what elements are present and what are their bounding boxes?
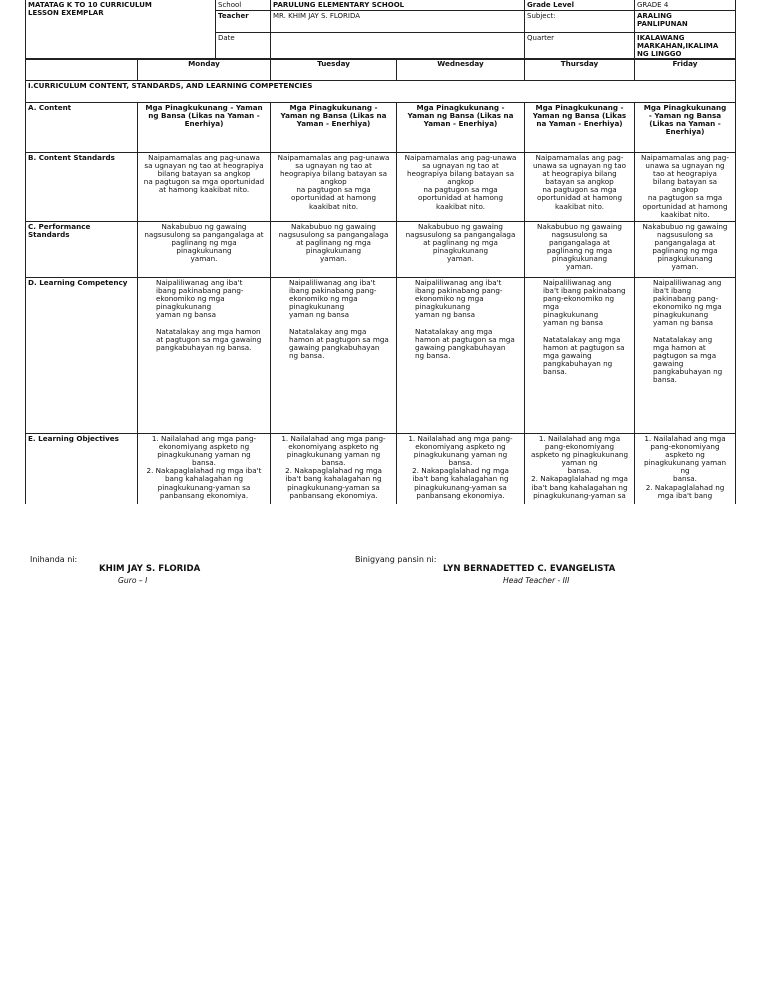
document-title: MATATAG K TO 10 CURRICULUM LESSON EXEMPLAR [26,0,216,60]
content-wednesday: Mga Pinagkukunang - Yaman ng Bansa (Likas na Yaman - Enerhiya) [397,103,525,153]
learning-objectives-wednesday: 1. Nailalahad ang mga pang- ekonomiyang aspketo ng pinagkukunang yaman ng bansa. 2. Nakapaglalahad ng mga iba't bang kahalagahan ng pinagkukunang-yaman sa panbansang ekonomiya. [397,434,525,504]
performance-standards-wednesday: Nakabubuo ng gawaing nagsusulong sa pangangalaga at paglinang ng mga pinagkukunang yaman. [397,222,525,278]
school-label: School [216,0,271,11]
date-label: Date [216,33,271,60]
day-header-thursday: Thursday [525,59,635,81]
performance-standards-thursday: Nakabubuo ng gawaing nagsusulong sa pangangalaga at paglinang ng mga pinagkukunang yaman. [525,222,635,278]
learning-competency-friday: Naipaliliwanag ang iba't ibang pakinabang pang- ekonomiko ng mga pinagkukunang yaman ng bansa Natatalakay ang mga hamon at pagtugon sa mga gawaing pangkabuhayan ng bansa. [635,278,736,434]
school-value: PARULUNG ELEMENTARY SCHOOL [271,0,525,11]
teacher-value: MR. KHIM JAY S. FLORIDA [271,11,525,33]
teacher-label: Teacher [216,11,271,33]
grade-level-value: GRADE 4 [635,0,736,11]
noted-by-name: LYN BERNADETTED C. EVANGELISTA [443,564,616,574]
lesson-plan-table [25,58,736,504]
day-header-friday: Friday [635,59,736,81]
content-monday: Mga Pinagkukunang - Yaman ng Bansa (Likas na Yaman - Enerhiya) [138,103,271,153]
content-standards-monday: Naipamamalas ang pag-unawa sa ugnayan ng tao at heograpiya bilang batayan sa angkop na pagtugon sa mga oportunidad at hamong kaakibat nito. [138,153,271,222]
table-row-content [26,103,736,153]
section-title: I.CURRICULUM CONTENT, STANDARDS, AND LEARNING COMPETENCIES [26,81,736,103]
prepared-by-label: Inihanda ni: [30,555,78,564]
quarter-value: IKALAWANG MARKAHAN,IKALIMA NG LINGGO [635,33,736,60]
day-header-tuesday: Tuesday [271,59,397,81]
learning-objectives-thursday: 1. Nailalahad ang mga pang-ekonomiyang aspketo ng pinagkukunang yaman ng bansa. 2. Nakapaglalahad ng mga iba't bang kahalagahan ng pinagkukunang-yaman sa [525,434,635,504]
performance-standards-tuesday: Nakabubuo ng gawaing nagsusulong sa pangangalaga at paglinang ng mga pinagkukunang yaman. [271,222,397,278]
learning-objectives-friday: 1. Nailalahad ang mga pang-ekonomiyang aspketo ng pinagkukunang yaman ng bansa. 2. Nakapaglalahad ng mga iba't bang [635,434,736,504]
table-row-learning-objectives [26,434,736,504]
row-label-content: A. Content [26,103,138,153]
subject-value: ARALING PANLIPUNAN [635,11,736,33]
content-standards-friday: Naipamamalas ang pag- unawa sa ugnayan ng tao at heograpiya bilang batayan sa angkop na pagtugon sa mga oportunidad at hamong kaakibat nito. [635,153,736,222]
noted-by-title: Head Teacher - III [503,576,570,585]
learning-competency-wednesday: Naipaliliwanag ang iba't ibang pakinabang pang- ekonomiko ng mga pinagkukunang yaman ng bansa Natatalakay ang mga hamon at pagtugon sa mga gawaing pangkabuhayan ng bansa. [397,278,525,434]
content-standards-tuesday: Naipamamalas ang pag-unawa sa ugnayan ng tao at heograpiya bilang batayan sa angkop na pagtugon sa mga oportunidad at hamong kaakibat nito. [271,153,397,222]
performance-standards-friday: Nakabubuo ng gawaing nagsusulong sa pangangalaga at paglinang ng mga pinagkukunang yaman. [635,222,736,278]
learning-competency-monday: Naipaliliwanag ang iba't ibang pakinabang pang- ekonomiko ng mga pinagkukunang yaman ng bansa Natatalakay ang mga hamon at pagtugon sa mga gawaing pangkabuhayan ng bansa. [138,278,271,434]
learning-objectives-monday: 1. Nailalahad ang mga pang- ekonomiyang aspketo ng pinagkukunang yaman ng bansa. 2. Nakapaglalahad ng mga iba't bang kahalagahan ng pinagkukunang-yaman sa panbansang ekonomiya. [138,434,271,504]
table-row-performance-standards [26,222,736,278]
date-value [271,33,525,60]
table-row-content-standards [26,153,736,222]
quarter-label: Quarter [525,33,635,60]
row-label-performance-standards: C. Performance Standards [26,222,138,278]
prepared-by-title: Guro – I [118,576,148,585]
grade-level-label: Grade Level [525,0,635,11]
day-header-monday: Monday [138,59,271,81]
performance-standards-monday: Nakabubuo ng gawaing nagsusulong sa pangangalaga at paglinang ng mga pinagkukunang yaman. [138,222,271,278]
content-standards-thursday: Naipamamalas ang pag- unawa sa ugnayan ng tao at heograpiya bilang batayan sa angkop na pagtugon sa mga oportunidad at hamong kaakibat nito. [525,153,635,222]
content-standards-wednesday: Naipamamalas ang pag-unawa sa ugnayan ng tao at heograpiya bilang batayan sa angkop na pagtugon sa mga oportunidad at hamong kaakibat nito. [397,153,525,222]
prepared-by-name: KHIM JAY S. FLORIDA [99,564,201,574]
content-friday: Mga Pinagkukunang - Yaman ng Bansa (Likas na Yaman - Enerhiya) [635,103,736,153]
day-header-wednesday: Wednesday [397,59,525,81]
noted-by-label: Binigyang pansin ni: [355,555,437,564]
row-label-learning-competency: D. Learning Competency [26,278,138,434]
learning-competency-tuesday: Naipaliliwanag ang iba't ibang pakinabang pang- ekonomiko ng mga pinagkukunang yaman ng bansa Natatalakay ang mga hamon at pagtugon sa mga gawaing pangkabuhayan ng bansa. [271,278,397,434]
day-header-row [26,59,736,81]
subject-label: Subject: [525,11,635,33]
header-table [25,0,736,60]
table-row-learning-competency [26,278,736,434]
content-tuesday: Mga Pinagkukunang - Yaman ng Bansa (Likas na Yaman - Enerhiya) [271,103,397,153]
content-thursday: Mga Pinagkukunang - Yaman ng Bansa (Likas na Yaman - Enerhiya) [525,103,635,153]
learning-objectives-tuesday: 1. Nailalahad ang mga pang- ekonomiyang aspketo ng pinagkukunang yaman ng bansa. 2. Nakapaglalahad ng mga iba't bang kahalagahan ng pinagkukunang-yaman sa panbansang ekonomiya. [271,434,397,504]
row-label-learning-objectives: E. Learning Objectives [26,434,138,504]
day-header-blank [26,59,138,81]
learning-competency-thursday: Naipaliliwanag ang iba't ibang pakinabang pang-ekonomiko ng mga pinagkukunang yaman ng bansa Natatalakay ang mga hamon at pagtugon sa mga gawaing pangkabuhayan ng bansa. [525,278,635,434]
row-label-content-standards: B. Content Standards [26,153,138,222]
